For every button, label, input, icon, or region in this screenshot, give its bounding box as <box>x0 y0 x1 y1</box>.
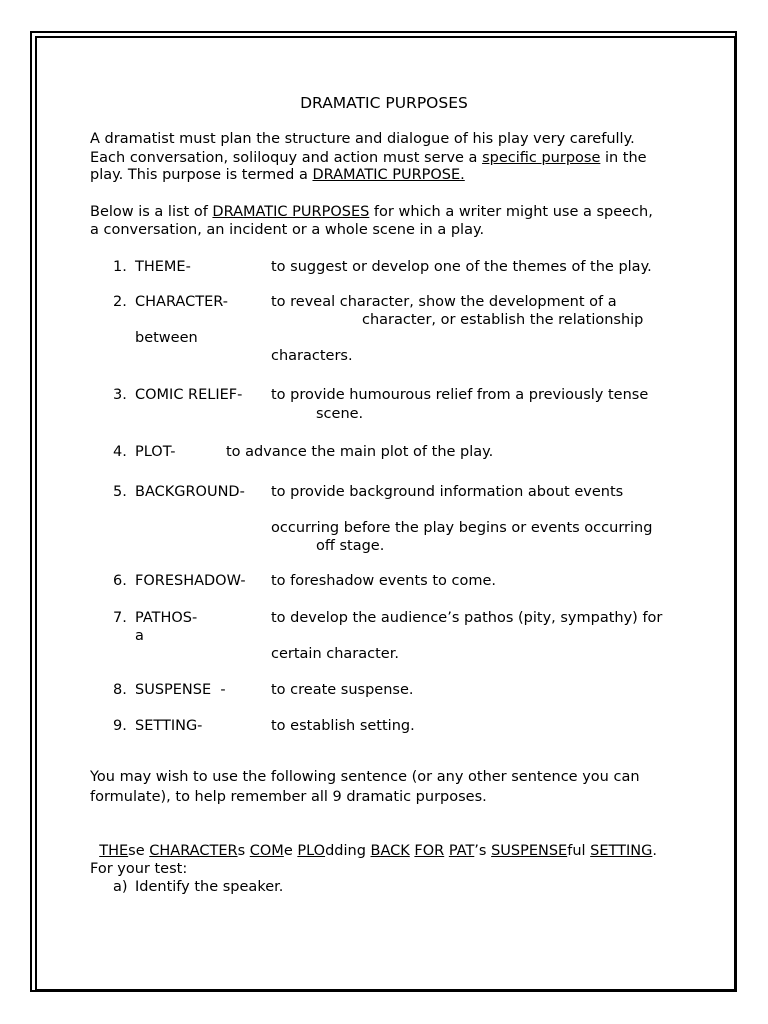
test-item-text: Identify the speaker. <box>135 879 284 895</box>
item-term: COMIC RELIEF- <box>135 387 243 403</box>
mnemonic-part: ’s <box>474 843 492 859</box>
mnemonic-part: BACK <box>370 843 410 859</box>
mnemonic-part: CHARACTER <box>149 843 238 859</box>
item-description: certain character. <box>271 646 399 662</box>
item-description: occurring before the play begins or events occurring <box>271 520 653 536</box>
mnemonic-part: dding <box>325 843 371 859</box>
list-intro-line-1 <box>90 203 653 221</box>
item-term: FORESHADOW- <box>135 573 246 589</box>
intro-text: play. This purpose is termed a <box>90 167 313 183</box>
test-heading: For your test: <box>90 861 188 877</box>
mnemonic-part: COM <box>249 843 284 859</box>
mnemonic-sentence <box>90 824 657 860</box>
intro-line-3 <box>90 166 465 184</box>
item-description: to provide humourous relief from a previously tense <box>271 387 649 403</box>
list-intro-line-2: a conversation, an incident or a whole scene in a play. <box>90 222 485 238</box>
item-number: 1. <box>113 259 127 275</box>
mnemonic-part: . <box>652 843 657 859</box>
mnemonic-part: SETTING <box>590 843 653 859</box>
item-number: 8. <box>113 682 127 698</box>
mnemonic-part: s <box>237 843 250 859</box>
mnemonic-part: ful <box>567 843 591 859</box>
mnemonic-part: PAT <box>448 843 475 859</box>
item-number: 4. <box>113 444 127 460</box>
intro-text: Each conversation, soliloquy and action must serve a <box>90 150 483 166</box>
item-description: to reveal character, show the development of a <box>271 294 617 310</box>
item-number: 5. <box>113 484 127 500</box>
dramatic-purpose-term: DRAMATIC PURPOSE. <box>312 167 465 183</box>
item-term: THEME- <box>135 259 191 275</box>
item-description: a <box>135 628 144 644</box>
mnemonic-part: PLO <box>297 843 326 859</box>
item-number: 9. <box>113 718 127 734</box>
item-description: to foreshadow events to come. <box>271 573 497 589</box>
item-term: PATHOS- <box>135 610 198 626</box>
intro-text: in the <box>600 150 647 166</box>
item-description: between <box>135 330 198 346</box>
item-description: scene. <box>316 406 364 422</box>
item-number: 3. <box>113 387 127 403</box>
mnemonic-part: e <box>283 843 298 859</box>
item-number: 6. <box>113 573 127 589</box>
item-term: PLOT- <box>135 444 176 460</box>
specific-purpose-term: specific purpose <box>482 150 601 166</box>
item-description: character, or establish the relationship <box>362 312 644 328</box>
mnemonic-part: THE <box>99 843 129 859</box>
test-item-label: a) <box>113 879 128 895</box>
item-description: to suggest or develop one of the themes of the play. <box>271 259 652 275</box>
mnemonic-intro-line-2: formulate), to help remember all 9 dramatic purposes. <box>90 789 487 805</box>
mnemonic-part: SUSPENSE <box>491 843 568 859</box>
item-description: to create suspense. <box>271 682 414 698</box>
item-description: to provide background information about events <box>271 484 624 500</box>
item-term: CHARACTER- <box>135 294 228 310</box>
mnemonic-part: FOR <box>414 843 445 859</box>
item-description: to advance the main plot of the play. <box>226 444 494 460</box>
intro-line-2 <box>90 149 647 167</box>
item-description: off stage. <box>316 538 385 554</box>
item-description: to develop the audience’s pathos (pity, sympathy) for <box>271 610 663 626</box>
page-title: DRAMATIC PURPOSES <box>300 94 468 112</box>
item-number: 2. <box>113 294 127 310</box>
mnemonic-part: se <box>128 843 150 859</box>
list-intro-text: for which a writer might use a speech, <box>369 204 653 220</box>
list-intro-text: Below is a list of <box>90 204 213 220</box>
item-term: SETTING- <box>135 718 203 734</box>
item-description: to establish setting. <box>271 718 415 734</box>
item-term: SUSPENSE - <box>135 682 226 698</box>
dramatic-purposes-term: DRAMATIC PURPOSES <box>212 204 370 220</box>
item-term: BACKGROUND- <box>135 484 245 500</box>
item-description: characters. <box>271 348 353 364</box>
item-number: 7. <box>113 610 127 626</box>
intro-line-1: A dramatist must plan the structure and dialogue of his play very carefully. <box>90 131 635 147</box>
mnemonic-intro-line-1: You may wish to use the following sentence (or any other sentence you can <box>90 769 640 785</box>
